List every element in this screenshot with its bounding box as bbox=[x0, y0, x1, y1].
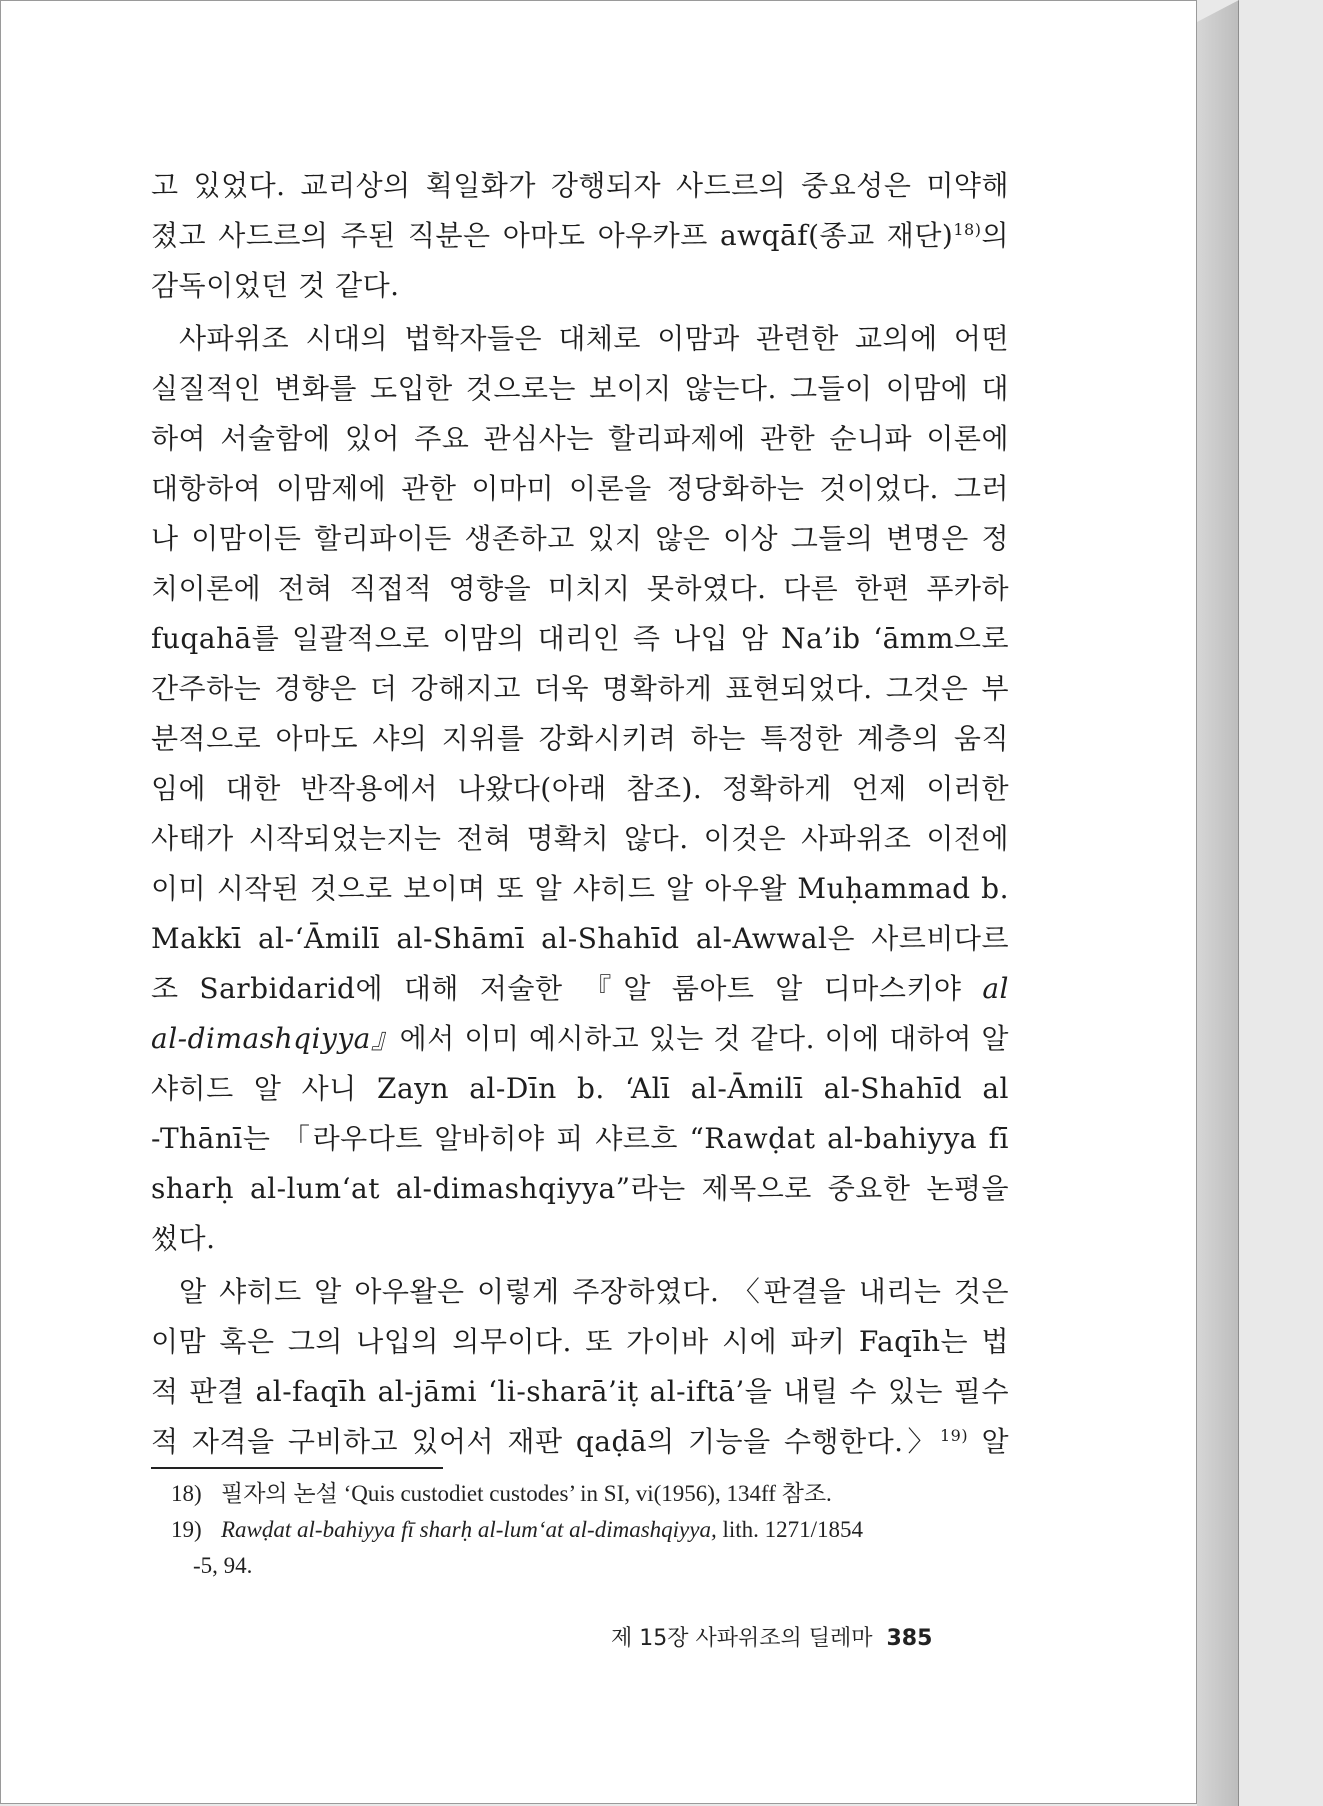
text-line: 실질적인 변화를 도입한 것으로는 보이지 않는다. 그들이 이맘에 대 bbox=[151, 372, 1009, 405]
text-line: 고 있었다. 교리상의 획일화가 강행되자 사드르의 중요성은 미약해 bbox=[151, 169, 1009, 202]
footnote-number: 19) bbox=[171, 1517, 202, 1542]
text-line bbox=[151, 1014, 1009, 1064]
text-line: 간주하는 경향은 더 강해지고 더욱 명확하게 표현되었다. 그것은 부 bbox=[151, 672, 1009, 705]
text-line: 감독이었던 것 같다. bbox=[151, 269, 400, 302]
text-line: 하여 서술함에 있어 주요 관심사는 할리파제에 관한 순니파 이론에 bbox=[151, 422, 1009, 455]
text-line: 사파위조 시대의 법학자들은 대체로 이맘과 관련한 교의에 어떤 bbox=[179, 322, 1009, 355]
italic-title: al bbox=[982, 972, 1009, 1005]
running-footer bbox=[611, 1621, 1061, 1652]
text-line: fuqahā를 일괄적으로 이맘의 대리인 즉 나입 암 Na’ib ‘āmm으로 bbox=[151, 622, 1009, 655]
text-fragment: 에서 이미 예시하고 있는 것 같다. 이에 대하여 알 bbox=[399, 1022, 1009, 1055]
footnote-19-continuation: -5, 94. bbox=[193, 1553, 253, 1578]
text-line: 대항하여 이맘제에 관한 이마미 이론을 정당화하는 것이었다. 그러 bbox=[151, 472, 1009, 505]
text-line: 썼다. bbox=[151, 1222, 216, 1255]
footnote-divider bbox=[151, 1467, 443, 1469]
footnote-number: 18) bbox=[171, 1481, 202, 1506]
text-line bbox=[151, 211, 1009, 261]
page-stack-edge bbox=[1197, 0, 1239, 1806]
text-line: 이미 시작된 것으로 보이며 또 알 샤히드 알 아우왈 Muḥammad b. bbox=[151, 872, 1009, 905]
text-fragment: 의 bbox=[981, 219, 1009, 252]
text-fragment: 졌고 사드르의 주된 직분은 아마도 아우카프 awqāf(종교 재단) bbox=[151, 219, 954, 252]
text-line bbox=[151, 964, 1009, 1014]
footnote-italic-title: Rawḍat al-bahiyya fī sharḥ al-lum‘at al-dimashqiyya, bbox=[221, 1517, 717, 1542]
text-line bbox=[151, 1417, 1009, 1467]
footnote-19 bbox=[171, 1512, 1011, 1548]
text-fragment: 적 자격을 구비하고 있어서 재판 qaḍā의 기능을 수행한다.〉 bbox=[151, 1425, 940, 1458]
footnotes bbox=[171, 1476, 1011, 1584]
footnote-text: 필자의 논설 ‘Quis custodiet custodes’ in SI, vi(1956), 134ff 참조. bbox=[221, 1481, 832, 1506]
text-line: 분적으로 아마도 샤의 지위를 강화시키려 하는 특정한 계층의 움직 bbox=[151, 722, 1009, 755]
text-line: 이맘 혹은 그의 나입의 의무이다. 또 가이바 시에 파키 Faqīh는 법 bbox=[151, 1325, 1009, 1358]
text-line: 사태가 시작되었는지는 전혀 명확치 않다. 이것은 사파위조 이전에 bbox=[151, 822, 1009, 855]
text-line: 알 샤히드 알 아우왈은 이렇게 주장하였다. 〈판결을 내리는 것은 bbox=[179, 1275, 1009, 1308]
text-line: Makkī al-‘Āmilī al-Shāmī al-Shahīd al-Awwal은 사르비다르 bbox=[151, 922, 1009, 955]
body-text bbox=[151, 161, 1009, 1467]
text-line: sharḥ al-lum‘at al-dimashqiyya”라는 제목으로 중요한 논평을 bbox=[151, 1172, 1009, 1205]
italic-title: al-dimashqiyya』 bbox=[151, 1022, 400, 1055]
text-fragment: 알 bbox=[981, 1425, 1009, 1458]
page-corner bbox=[1197, 0, 1239, 22]
footnote-ref-18[interactable]: 18) bbox=[953, 220, 982, 239]
text-line: -Thānī는 「라우다트 알바히야 피 샤르흐 “Rawḍat al-bahiyya fī bbox=[151, 1122, 1009, 1155]
text-line: 치이론에 전혀 직접적 영향을 미치지 못하였다. 다른 한편 푸카하 bbox=[151, 572, 1009, 605]
page-number: 385 bbox=[886, 1626, 933, 1651]
text-line: 임에 대한 반작용에서 나왔다(아래 참조). 정확하게 언제 이러한 bbox=[151, 772, 1009, 805]
chapter-title: 제 15장 사파위조의 딜레마 bbox=[611, 1626, 873, 1651]
text-line: 적 판결 al-faqīh al-jāmi ‘li-sharā’iṭ al-iftā’을 내릴 수 있는 필수 bbox=[151, 1375, 1009, 1408]
text-fragment: 조 Sarbidarid에 대해 저술한 『알 룸아트 알 디마스키야 bbox=[151, 972, 962, 1005]
text-line: 샤히드 알 사니 Zayn al-Dīn b. ‘Alī al-Āmilī al-Shahīd al bbox=[151, 1072, 1009, 1105]
footnote-18 bbox=[171, 1476, 1011, 1512]
footnote-ref-19[interactable]: 19) bbox=[939, 1426, 969, 1445]
text-line: 나 이맘이든 할리파이든 생존하고 있지 않은 이상 그들의 변명은 정 bbox=[151, 522, 1009, 555]
footnote-text: lith. 1271/1854 bbox=[716, 1517, 864, 1542]
